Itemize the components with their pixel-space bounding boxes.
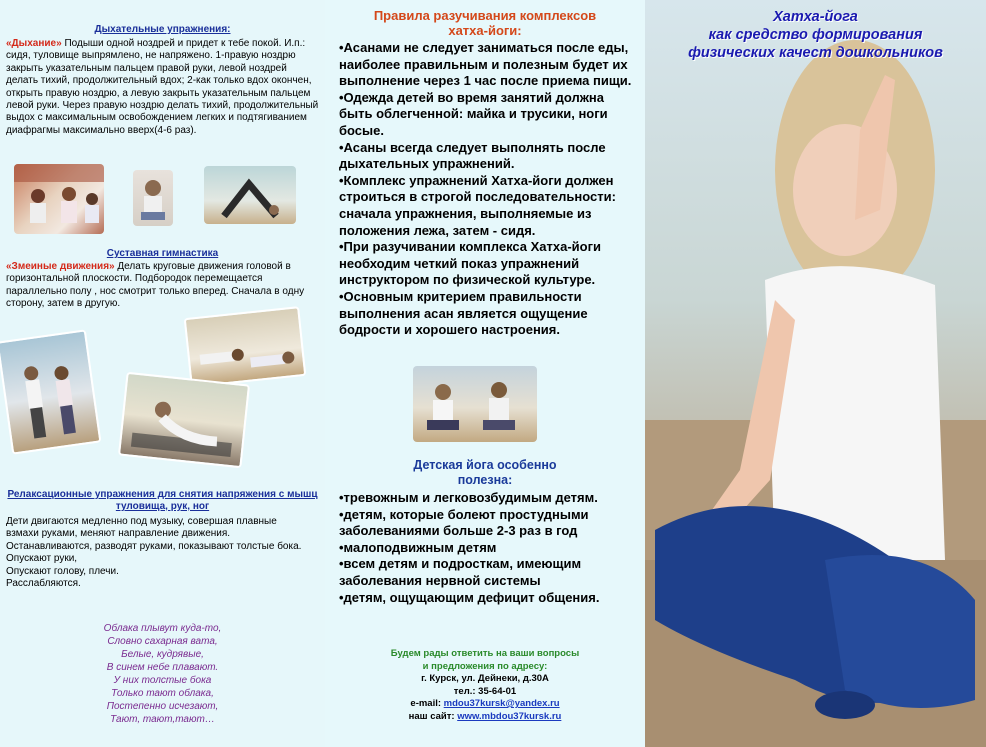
- photo-breathing-group-art: [14, 164, 104, 234]
- relax-heading: Релаксационные упражнения для снятия напряжения с мышц туловища, рук, ног: [7, 489, 318, 512]
- photo-cobra-pose: [118, 372, 250, 469]
- relax-line: Дети двигаются медленно под музыку, совершая плавные взмахи руками, меняют направление движения.: [6, 516, 277, 540]
- rules-item: •Асаны всегда следует выполнять после дыхательных упражнений.: [339, 139, 606, 172]
- relax-line: Опускают руки,: [6, 553, 78, 565]
- cover-panel: [645, 0, 986, 747]
- contact-email-row: [325, 698, 645, 711]
- photo-breathing-group: [14, 164, 104, 234]
- cloud-poem: [0, 622, 325, 726]
- contact-address: г. Курск, ул. Дейнеки, д.30А: [421, 673, 549, 684]
- useful-item: •детям, которые болеют простудными заболеваниями больше 2-3 раз в год: [339, 506, 589, 539]
- contact-line1: Будем рады ответить на ваши вопросы: [390, 648, 580, 659]
- photo-arms-up: [0, 329, 101, 454]
- useful-item: •малоподвижным детям: [339, 539, 497, 555]
- useful-item: •детям, ощущающим дефицит общения.: [339, 589, 600, 605]
- breathing-label: «Дыхание»: [6, 38, 62, 49]
- relax-line: Останавливаются, разводят руками, показывают толстые бока.: [6, 540, 302, 552]
- contact-block: [325, 648, 645, 723]
- relax-line: Расслабляются.: [6, 578, 81, 590]
- rules-item: •Основным критерием правильности выполнения асан является ощущение бодрости и хорошего настроения.: [339, 288, 588, 338]
- rules-item: •При разучивании комплекса Хатха-йоги необходим четкий показ упражнений инструктором по физической культуре.: [339, 239, 602, 288]
- poem-line: Белые, кудрявые,: [121, 649, 204, 660]
- snake-label: «Змеиные движения»: [6, 261, 115, 272]
- poem-line: Словно сахарная вата,: [107, 636, 218, 647]
- contact-phone: тел.: 35-64-01: [453, 685, 517, 697]
- rules-heading: Правила разучивания комплексов хатха-йоги:: [373, 8, 597, 38]
- useful-list: [339, 490, 639, 606]
- photo-arms-up-art: [0, 332, 99, 453]
- poem-line: У них толстые бока: [113, 675, 212, 686]
- useful-heading: Детская йога особенно полезна:: [413, 458, 557, 487]
- snake-text: [6, 261, 319, 311]
- snake-body: Делать круговые движения головой в горизонтальной плоскости. Подбородок перемещается параллельно полу , нос смотрит только вперед. Сначала в одну сторону, затем в другую.: [6, 261, 305, 310]
- poem-line: Постепенно исчезают,: [106, 701, 219, 712]
- girl-yoga-photo: [645, 0, 986, 747]
- breathing-heading: Дыхательные упражнения:: [94, 24, 231, 35]
- photo-lying-group-art: [186, 308, 304, 385]
- photo-lying-group: [184, 306, 307, 388]
- photo-downward-dog: [204, 166, 296, 224]
- useful-item: •всем детям и подросткам, имеющим заболевания нервной системы: [339, 556, 582, 588]
- breathing-body: Подыши одной ноздрей и придет к тебе покой. И.п.: сидя, туловище выпрямлено, не напряжено. 1-правую ноздрю закрыть указательным пальцем правой руки, левой ноздрей делать тихий, продолжительный вдох; 2-как только вдох окончен, открыть правую ноздрю, а левую закрыть указательным пальцем левой руки. Через правую ноздрю делать тихий, продолжительный выдох с максимальным освобождением легких и подтягиванием диафрагмы максимально вверх(4-6 раз).: [6, 38, 319, 136]
- cover-title: [645, 8, 986, 62]
- rules-item: •Одежда детей во время занятий должна быть облегченной: майка и трусики, ноги босые.: [339, 89, 608, 138]
- useful-item: •тревожным и легковозбудимым детям.: [339, 490, 598, 505]
- photo-cobra-pose-art: [120, 374, 248, 466]
- breathing-text: [6, 38, 319, 137]
- middle-panel: [325, 0, 645, 747]
- poem-line: Только тают облака,: [111, 688, 214, 699]
- email-label: e-mail:: [410, 698, 444, 709]
- poem-line: Облака плывут куда-то,: [103, 623, 222, 634]
- cover-title-line: Хатха-йога: [773, 9, 858, 25]
- rules-item: •Комплекс упражнений Хатха-йоги должен строиться в строгой последовательности: сначала упражнения, выполняемые из положения лежа, затем - сидя.: [339, 172, 616, 238]
- rules-item: •Асанами не следует заниматься после еды, наиболее правильным и полезным будет их выполнение через 1 час после приема пищи.: [339, 40, 632, 89]
- rules-list: [339, 40, 639, 339]
- photo-child-sitting: [133, 170, 173, 226]
- cover-title-line: физических качест дошкольников: [688, 45, 943, 61]
- relax-line: Опускают голову, плечи.: [6, 565, 119, 577]
- photo-child-sitting-art: [133, 170, 173, 226]
- photo-downward-dog-art: [204, 166, 296, 224]
- site-link[interactable]: www.mbdou37kursk.ru: [457, 710, 562, 722]
- photo-children-sitting: [413, 366, 537, 442]
- poem-line: Тают, тают,тают…: [110, 714, 215, 725]
- email-link[interactable]: mdou37kursk@yandex.ru: [443, 698, 560, 709]
- contact-line2: и предложения по адресу:: [422, 660, 548, 672]
- left-panel: [0, 0, 325, 747]
- site-label: наш сайт:: [408, 710, 458, 722]
- poem-line: В синем небе плавают.: [106, 662, 219, 673]
- relax-text: [6, 516, 306, 590]
- photo-children-sitting-art: [413, 366, 537, 442]
- cover-title-line: как средство формирования: [708, 27, 923, 43]
- contact-site-row: [325, 711, 645, 724]
- joint-heading: Суставная гимнастика: [106, 248, 219, 259]
